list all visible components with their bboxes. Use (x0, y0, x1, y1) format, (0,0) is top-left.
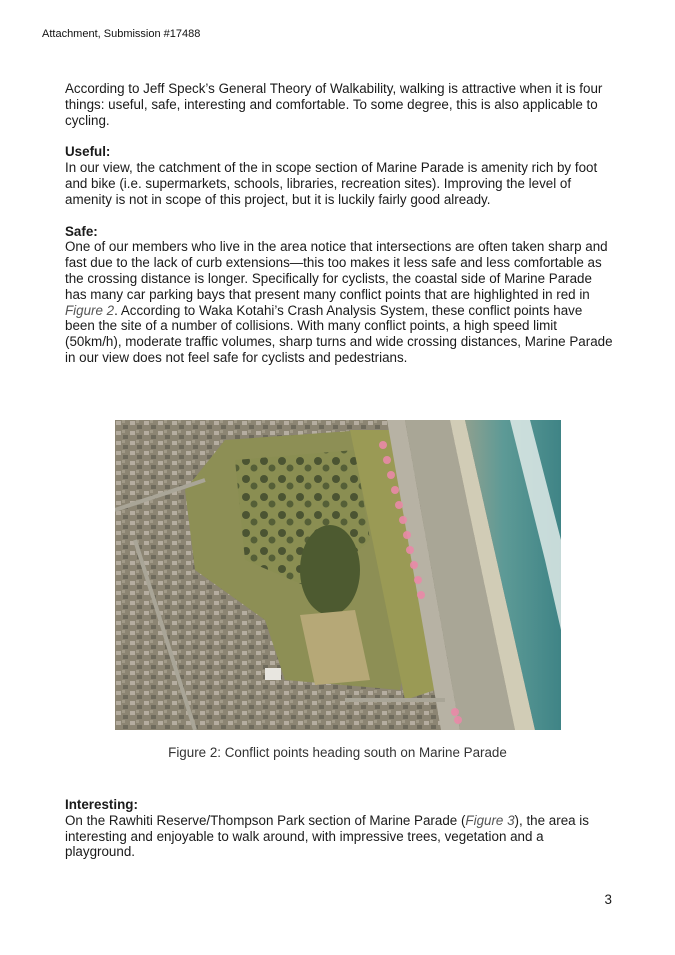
safe-text-a: One of our members who live in the area notice that intersections are often taken sharp and fast due to the lack of curb extensions—this too makes it less safe and less comfortable as the crossing distance is longer. Specifically for cyclists, the coastal side of Marine Parade has many car parking bays that present many conflict points that are highlighted in red in (65, 239, 608, 302)
safe-paragraph (65, 239, 615, 365)
safe-heading: Safe: (65, 223, 98, 239)
interesting-heading: Interesting: (65, 797, 138, 812)
document-body (65, 81, 615, 366)
useful-heading: Useful: (65, 144, 111, 160)
document-body-continued (65, 797, 615, 860)
aerial-photo (115, 420, 561, 730)
safe-text-b: . According to Waka Kotahi’s Crash Analysis System, these conflict points have been the site of a number of collisions. With many conflict points, a high speed limit (50km/h), moderate traffic volumes, sharp turns and wide crossing distances, Marine Parade in our view does not feel safe for cyclists and pedestrians. (65, 302, 613, 365)
interesting-text-a: On the Rawhiti Reserve/Thompson Park section of Marine Parade ( (65, 812, 466, 828)
interesting-text-b: ), the area is interesting and enjoyable to walk around, with impressive trees, vegetation and a playground. (65, 812, 589, 860)
intro-paragraph: According to Jeff Speck’s General Theory of Walkability, walking is attractive when it is four things: useful, safe, interesting and comfortable. To some degree, this is also applicable to cycling. (65, 81, 603, 128)
figure-2-reference: Figure 2 (65, 302, 115, 318)
aerial-map-figure (115, 420, 561, 730)
figure-caption: Figure 2: Conflict points heading south on Marine Parade (168, 745, 507, 760)
figure-3-reference: Figure 3 (465, 812, 515, 828)
page-number: 3 (604, 892, 612, 907)
attachment-header: Attachment, Submission #17488 (42, 28, 201, 40)
interesting-paragraph (65, 813, 615, 860)
useful-paragraph: In our view, the catchment of the in scope section of Marine Parade is amenity rich by foot and bike (i.e. supermarkets, schools, libraries, recreation sites). Improving the level of amenity is not in scope of this project, but it is luckily fairly good already. (65, 160, 598, 207)
